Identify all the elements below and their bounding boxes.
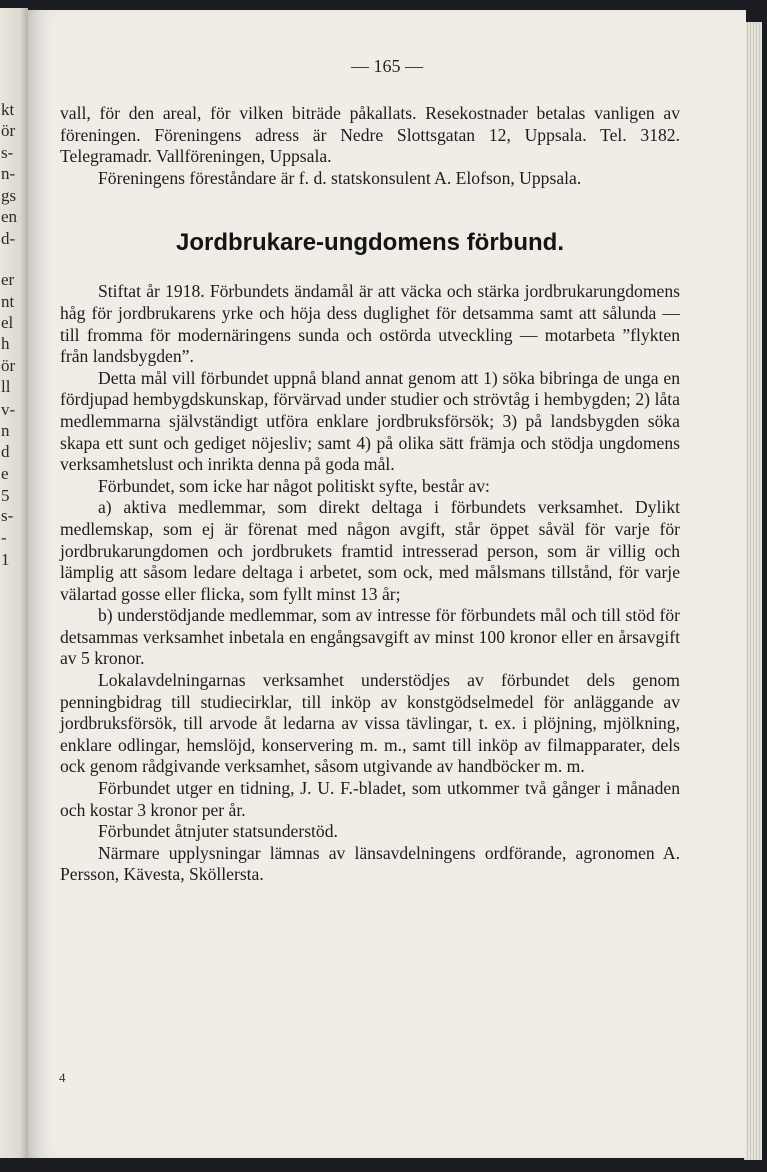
signature-mark: 4 [59,1070,66,1085]
facing-page-fragment: 5 [1,486,10,505]
facing-page-fragment: s- [1,506,14,525]
body-paragraph: Lokalavdelningarnas verksamhet understödjes av förbundet dels genom penningbidrag till studiecirklar, till inköp av konstgödselmedel för anläggande av jordbruksförsök, till arvode åt ledarna av vissa tävlingar, t. ex. i plöjning, mjölkning, enklare odlingar, hemslöjd, konservering m. m., samt till inköp av filmapparater, dels ock genom rådgivande verksamhet, såsom utgivande av handböcker m. m. [60,670,680,777]
body-paragraph: Stiftat år 1918. Förbundets ändamål är att väcka och stärka jordbrukarungdomens håg för jordbrukarens yrke och höja dess duglighet för detsamma samt att sålunda — till fromma för modernäringens sunda och ostörda utveckling — motarbeta ”flykten från landsbygden”. [60,281,680,367]
facing-page-edge [0,8,28,1158]
section-heading: Jordbrukare-ungdomens förbund. [175,229,564,257]
body-paragraph: Förbundet utger en tidning, J. U. F.-bladet, som utkommer två gånger i månaden och kostar 3 kronor per år. [60,778,680,820]
body-paragraph: Närmare upplysningar lämnas av länsavdelningens ordförande, agronomen A. Persson, Kävesta, Sköllersta. [60,842,680,885]
page-text [60,103,680,886]
facing-page-fragment: ll [1,377,11,396]
facing-page-fragment: - [1,528,7,547]
facing-page-fragment: h [1,334,10,353]
facing-page-fragment: nt [1,292,15,311]
facing-page-fragment: el [1,313,14,332]
facing-page-fragment: n [1,421,10,440]
body-paragraph: Förbundet, som icke har något politiskt syfte, består av: [98,475,490,496]
facing-page-fragment: n- [1,164,16,183]
body-paragraph: Förbundet åtnjuter statsunderstöd. [98,821,338,842]
facing-page-fragment: 1 [1,550,10,569]
facing-page-fragment: ör [1,121,16,140]
intro-paragraph-2: Föreningens föreståndare är f. d. statskonsulent A. Elofson, Uppsala. [98,167,582,188]
facing-page-fragment: gs [1,186,17,205]
list-item-b: b) understödjande medlemmar, som av intresse för förbundets mål och till stöd för detsammas verksamhet inbetala en engångsavgift av minst 100 kronor eller en årsavgift av 5 kronor. [60,605,680,669]
body-paragraph: Detta mål vill förbundet uppnå bland annat genom att 1) söka bibringa de unga en fördjupad hembygdskunskap, förvärvad under studier och strövtåg i hembygden; 2) låta medlemmarna självständigt utföra enklare jordbruksförsök; 3) på landsbygden söka skapa ett sunt och gediget nöjesliv; samt 4) på olika sätt främja och stödja ungdomens verksamhetslust och inrikta denna på goda mål. [60,367,680,475]
facing-page-fragment: ör [1,356,16,375]
facing-page-fragment: v- [1,400,16,419]
book-page [28,10,746,1158]
page-number: — 165 — [351,56,423,76]
facing-page-fragment: d [1,442,10,461]
facing-page-fragment: en [1,207,18,226]
list-item-a: a) aktiva medlemmar, som direkt deltaga i förbundets verksamhet. Dylikt medlemskap, som ej är förenat med någon avgift, står öppet såväl för varje för jordbrukarungdomen och jordbrukets framtid intresserad person, som är villig och lämplig att såsom ledare deltaga i arbetet, som ock, med målsmans tillstånd, för varje välartad gosse eller flicka, som fyllt minst 13 år; [60,497,680,604]
facing-page-fragment: e [1,464,9,483]
facing-page-fragment: er [1,270,15,289]
intro-paragraph-1: vall, för den areal, för vilken biträde påkallats. Resekostnader betalas vanligen av föreningen. Föreningens adress är Nedre Slottsgatan 12, Uppsala. Tel. 3182. Telegramadr. Vallföreningen, Uppsala. [60,103,680,167]
facing-page-fragment: d- [1,229,16,248]
page-stack-edge [744,22,762,1160]
facing-page-fragment: s- [1,143,14,162]
facing-page-fragment: kt [1,100,15,119]
